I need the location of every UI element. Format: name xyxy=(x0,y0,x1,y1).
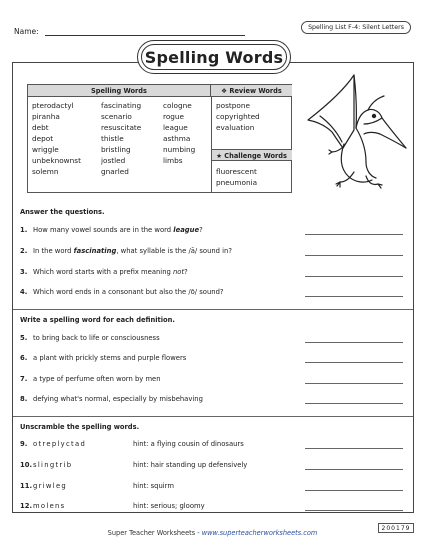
scrambled-word: griwleg xyxy=(33,482,68,490)
worksheet-code: 200179 xyxy=(378,523,414,533)
answer-line[interactable] xyxy=(305,342,403,343)
question-number: 7. xyxy=(20,375,28,383)
review-word: evaluation xyxy=(216,123,255,132)
spelling-word: debt xyxy=(32,123,49,132)
spelling-word: solemn xyxy=(32,167,59,176)
challenge-word: fluorescent xyxy=(216,167,257,176)
footer-link[interactable]: www.superteacherworksheets.com xyxy=(201,529,318,537)
spelling-word: pterodactyl xyxy=(32,101,74,110)
answer-line[interactable] xyxy=(305,383,403,384)
spelling-word: scenario xyxy=(101,112,132,121)
name-label: Name: xyxy=(14,27,39,36)
spelling-word: thistle xyxy=(101,134,124,143)
section-heading-unscramble: Unscramble the spelling words. xyxy=(20,423,140,431)
scrambled-word: molens xyxy=(33,502,66,510)
section-heading-answer: Answer the questions. xyxy=(20,208,105,216)
spelling-word: fascinating xyxy=(101,101,142,110)
spelling-word: wriggle xyxy=(32,145,59,154)
review-word: copyrighted xyxy=(216,112,260,121)
definition-text: defying what's normal, especially by misbehaving xyxy=(33,395,203,403)
scrambled-word: slingtrib xyxy=(33,461,73,469)
hint-text: hint: hair standing up defensively xyxy=(133,461,248,469)
answer-line[interactable] xyxy=(305,296,403,297)
footer xyxy=(0,529,425,537)
answer-line[interactable] xyxy=(305,255,403,256)
question-number: 12. xyxy=(20,502,33,510)
answer-line[interactable] xyxy=(305,490,403,491)
name-field[interactable] xyxy=(45,35,245,36)
hint-text: hint: a flying cousin of dinosaurs xyxy=(133,440,244,448)
question-text: Which word ends in a consonant but also the /ō/ sound? xyxy=(33,288,224,296)
question-number: 9. xyxy=(20,440,28,448)
question-text: How many vowel sounds are in the word league? xyxy=(33,226,203,234)
question-number: 11. xyxy=(20,482,33,490)
section-divider xyxy=(13,309,413,310)
answer-line[interactable] xyxy=(305,510,403,511)
pterodactyl-illustration xyxy=(296,72,414,190)
answer-line[interactable] xyxy=(305,469,403,470)
answer-line[interactable] xyxy=(305,448,403,449)
question-text: Which word starts with a prefix meaning not? xyxy=(33,268,188,276)
spelling-word: unbeknownst xyxy=(32,156,81,165)
spelling-word: depot xyxy=(32,134,54,143)
spelling-word: jostled xyxy=(101,156,126,165)
question-number: 5. xyxy=(20,334,28,342)
footer-text: Super Teacher Worksheets - xyxy=(107,529,202,537)
scrambled-word: otreplyctad xyxy=(33,440,87,448)
spelling-word: piranha xyxy=(32,112,60,121)
spelling-word: rogue xyxy=(163,112,185,121)
question-number: 3. xyxy=(20,268,28,276)
title-banner xyxy=(137,40,291,74)
review-word: postpone xyxy=(216,101,250,110)
spelling-word: asthma xyxy=(163,134,191,143)
spelling-word: cologne xyxy=(163,101,192,110)
question-number: 2. xyxy=(20,247,28,255)
hint-text: hint: serious; gloomy xyxy=(133,502,205,510)
answer-line[interactable] xyxy=(305,276,403,277)
page-title: Spelling Words xyxy=(144,48,284,67)
question-number: 10. xyxy=(20,461,33,469)
spelling-word: bristling xyxy=(101,145,131,154)
spelling-word: gnarled xyxy=(101,167,129,176)
definition-text: to bring back to life or consciousness xyxy=(33,334,160,342)
question-number: 1. xyxy=(20,226,28,234)
definition-text: a plant with prickly stems and purple flowers xyxy=(33,354,187,362)
challenge-word: pneumonia xyxy=(216,178,258,187)
answer-line[interactable] xyxy=(305,403,403,404)
word-table xyxy=(27,84,292,193)
section-divider xyxy=(13,416,413,417)
spelling-word: numbing xyxy=(163,145,196,154)
definition-text: a type of perfume often worn by men xyxy=(33,375,161,383)
section-heading-definition: Write a spelling word for each definition. xyxy=(20,316,175,324)
challenge-words-header: ★ Challenge Words xyxy=(211,149,292,161)
list-tag: Spelling List F-4: Silent Letters xyxy=(301,21,411,34)
hint-text: hint: squirm xyxy=(133,482,174,490)
column-divider xyxy=(211,97,212,193)
answer-line[interactable] xyxy=(305,362,403,363)
answer-line[interactable] xyxy=(305,234,403,235)
spelling-word: league xyxy=(163,123,188,132)
question-number: 4. xyxy=(20,288,28,296)
question-number: 6. xyxy=(20,354,28,362)
review-words-header: ❖ Review Words xyxy=(211,85,292,97)
question-text: In the word fascinating, what syllable is the /ā/ sound in? xyxy=(33,247,232,255)
spelling-word: limbs xyxy=(163,156,183,165)
spelling-words-header: Spelling Words xyxy=(28,85,211,97)
spelling-word: resuscitate xyxy=(101,123,142,132)
question-number: 8. xyxy=(20,395,28,403)
